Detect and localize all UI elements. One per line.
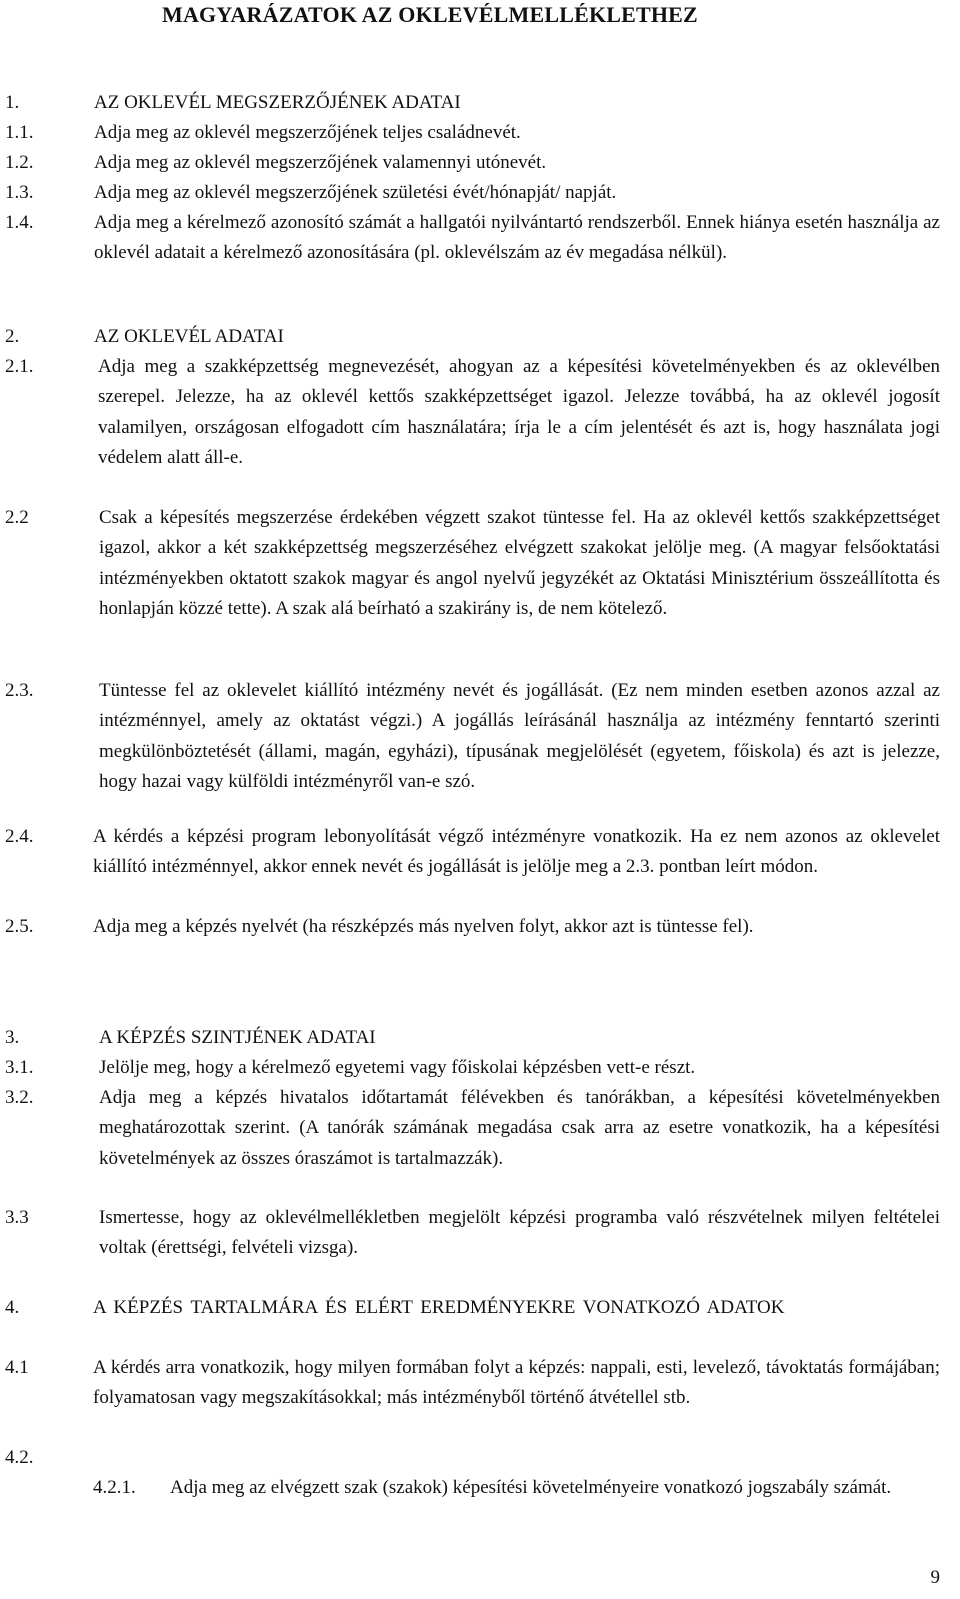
item-number: 1.4.	[5, 212, 34, 233]
item-text: Adja meg a szakképzettség megnevezését, ahogyan az a képesítési követelményekben és az oklevélben szerepel. Jelezze, ha az oklevél kettős szakképzettséget igazol. Jelezze továbbá, ha az oklevél jogosít valamilyen, országosan elfogadott cím használatára; írja le a cím jelentését és azt is, hogy használata jogi védelem alatt áll-e.	[98, 356, 940, 469]
item-text: Adja meg az oklevél megszerzőjének teljes családnevét.	[94, 122, 521, 143]
item-number: 4.2.	[5, 1447, 34, 1468]
section-heading: AZ OKLEVÉL ADATAI	[94, 326, 284, 347]
page-number: 9	[930, 1567, 940, 1588]
item-text: Jelölje meg, hogy a kérelmező egyetemi vagy főiskolai képzésben vett-e részt.	[99, 1057, 696, 1078]
item-number: 1.2.	[5, 152, 34, 173]
item-text: Adja meg a képzés nyelvét (ha részképzés más nyelven folyt, akkor azt is tüntesse fel).	[93, 916, 754, 937]
item-number: 3.1.	[5, 1057, 34, 1078]
section-heading: AZ OKLEVÉL MEGSZERZŐJÉNEK ADATAI	[94, 92, 461, 113]
subitem-text: Adja meg az elvégzett szak (szakok) képesítési követelményeire vonatkozó jogszabály számát.	[170, 1477, 892, 1498]
item-number: 3.3	[5, 1207, 29, 1228]
item-number: 2.3.	[5, 680, 34, 701]
item-text: Csak a képesítés megszerzése érdekében végzett szakot tüntesse fel. Ha az oklevél kettős szakképzettséget igazol, akkor a két szakképzettség megszerzéséhez elvégzett szakokat jelölje meg. (A magyar felsőoktatási intézményekben oktatott szakok magyar és angol nyelvű jegyzékét az Oktatási Minisztérium összeállította és honlapján közzé tette). A szak alá beírható a szakirány is, de nem kötelező.	[99, 507, 940, 620]
item-number: 1.1.	[5, 122, 34, 143]
item-text: Adja meg a képzés hivatalos időtartamát félévekben és tanórákban, a képesítési követelményekben meghatározottak szerint. (A tanórák számának megadása csak arra az esetre vonatkozik, ha a képesítési követelmények az összes óraszámot is tartalmazzák).	[99, 1087, 940, 1169]
section-heading: A KÉPZÉS SZINTJÉNEK ADATAI	[99, 1027, 376, 1048]
item-text: Adja meg az oklevél megszerzőjének születési évét/hónapját/ napját.	[94, 182, 617, 203]
item-text: Tüntesse fel az oklevelet kiállító intézmény nevét és jogállását. (Ez nem minden esetben azonos azzal az intézménnyel, amely az oktatást végzi.) A jogállás leírásánál használja az intézmény fenntartó szerinti megkülönböztetését (állami, magán, egyházi), típusának megjelölését (egyetem, főiskola) és azt is jelezze, hogy hazai vagy külföldi intézményről van-e szó.	[99, 680, 940, 793]
item-text: A kérdés arra vonatkozik, hogy milyen formában folyt a képzés: nappali, esti, levelező, távoktatás formájában; folyamatosan vagy megszakításokkal; más intézményből történő átvétellel stb.	[93, 1357, 940, 1409]
item-number: 1.3.	[5, 182, 34, 203]
document-title: MAGYARÁZATOK AZ OKLEVÉLMELLÉKLETHEZ	[162, 2, 698, 27]
item-text: Adja meg az oklevél megszerzőjének valamennyi utónevét.	[94, 152, 547, 173]
section-number: 4.	[5, 1297, 20, 1318]
item-text: A kérdés a képzési program lebonyolítását végző intézményre vonatkozik. Ha ez nem azonos az oklevelet kiállító intézménnyel, akkor ennek nevét és jogállását is jelölje meg a 2.3. pontban leírt módon.	[93, 826, 940, 878]
item-number: 2.2	[5, 507, 29, 528]
item-number: 2.4.	[5, 826, 34, 847]
subitem-number: 4.2.1.	[93, 1477, 136, 1498]
item-number: 4.1	[5, 1357, 29, 1378]
item-number: 3.2.	[5, 1087, 34, 1108]
item-number: 2.5.	[5, 916, 34, 937]
item-number: 2.1.	[5, 356, 34, 377]
item-text: Ismertesse, hogy az oklevélmellékletben megjelölt képzési programba való részvételnek milyen feltételei voltak (érettségi, felvételi vizsga).	[99, 1207, 940, 1259]
section-number: 3.	[5, 1027, 20, 1048]
section-heading: A KÉPZÉS TARTALMÁRA ÉS ELÉRT EREDMÉNYEKRE VONATKOZÓ ADATOK	[93, 1297, 785, 1318]
section-number: 1.	[5, 92, 20, 113]
section-number: 2.	[5, 326, 20, 347]
item-text: Adja meg a kérelmező azonosító számát a hallgatói nyilvántartó rendszerből. Ennek hiánya esetén használja az oklevél adatait a kérelmező azonosítására (pl. oklevélszám az év megadása nélkül).	[94, 212, 940, 264]
